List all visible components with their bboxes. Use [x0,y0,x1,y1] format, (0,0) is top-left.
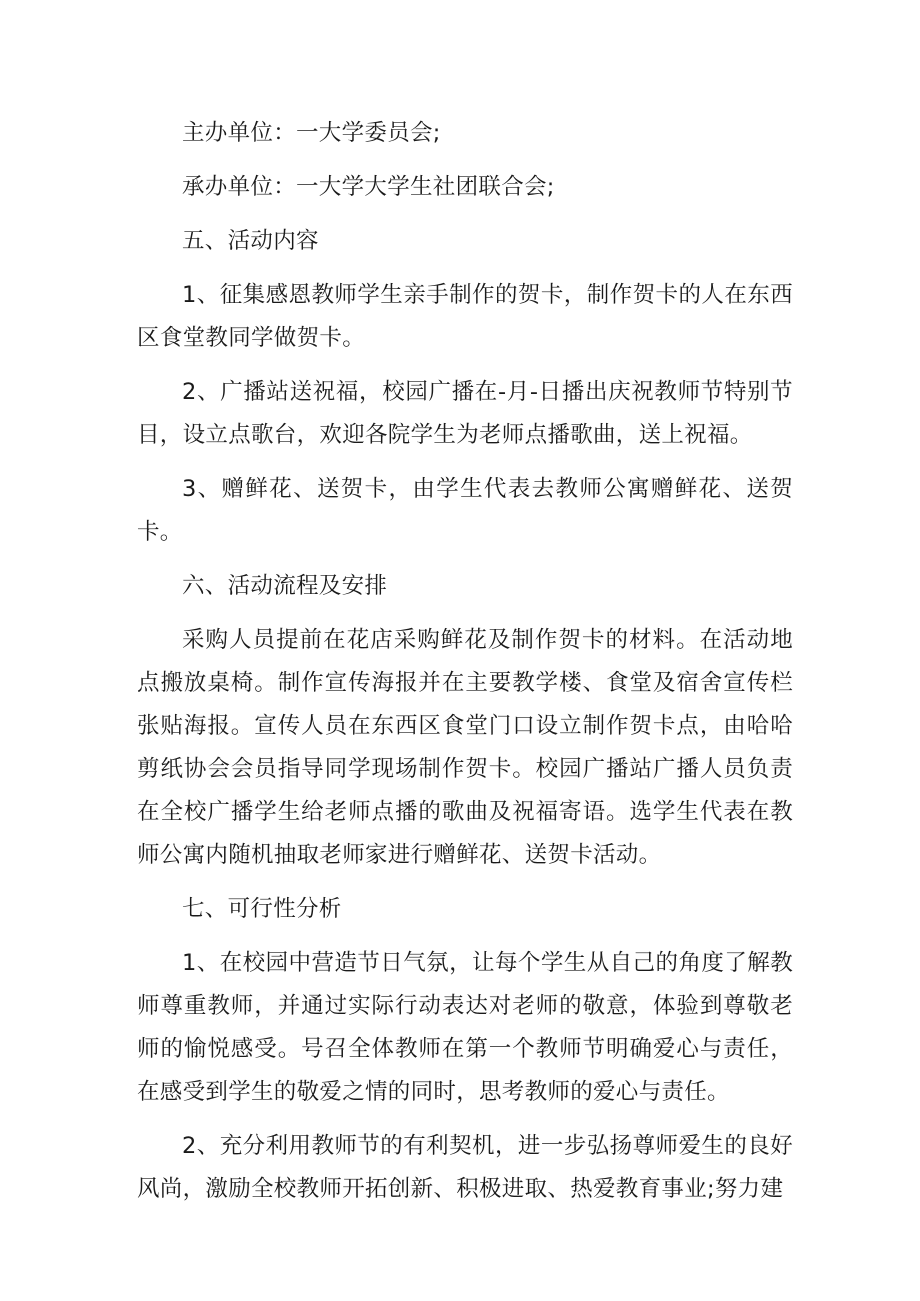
paragraph-feasibility-item-1: 1、在校园中营造节日气氛，让每个学生从自己的角度了解教师尊重教师，并通过实际行动表达对老师的敬意，体验到尊敬老师的愉悦感受。号召全体教师在第一个教师节明确爱心与责任，在感受到学生的敬爱之情的同时，思考教师的爱心与责任。 [137,950,793,1105]
paragraph-process-description: 采购人员提前在花店采购鲜花及制作贺卡的材料。在活动地点搬放桌椅。制作宣传海报并在主要教学楼、食堂及宿舍宣传栏张贴海报。宣传人员在东西区食堂门口设立制作贺卡点，由哈哈剪纸协会会员指导同学现场制作贺卡。校园广播站广播人员负责在全校广播学生给老师点播的歌曲及祝福寄语。选学生代表在教师公寓内随机抽取老师家进行赠鲜花、送贺卡活动。 [137,627,793,868]
paragraph-content-item-1: 1、征集感恩教师学生亲手制作的贺卡，制作贺卡的人在东西区食堂教同学做贺卡。 [137,282,793,351]
paragraph-feasibility-item-2: 2、充分利用教师节的有利契机，进一步弘扬尊师爱生的良好风尚，激励全校教师开拓创新、积极进取、热爱教育事业;努力建 [137,1133,793,1202]
paragraph-co-organizer: 承办单位：一大学大学生社团联合会; [182,174,555,200]
paragraph-content-item-2: 2、广播站送祝福，校园广播在-月-日播出庆祝教师节特别节目，设立点歌台，欢迎各院学生为老师点播歌曲，送上祝福。 [137,379,793,448]
section-heading-activity-content: 五、活动内容 [182,228,319,254]
paragraph-content-item-3: 3、赠鲜花、送贺卡，由学生代表去教师公寓赠鲜花、送贺卡。 [137,476,793,545]
section-heading-feasibility: 七、可行性分析 [182,896,342,922]
section-heading-process: 六、活动流程及安排 [182,573,388,599]
document-body [137,112,793,1222]
paragraph-organizer: 主办单位：一大学委员会; [182,120,441,146]
